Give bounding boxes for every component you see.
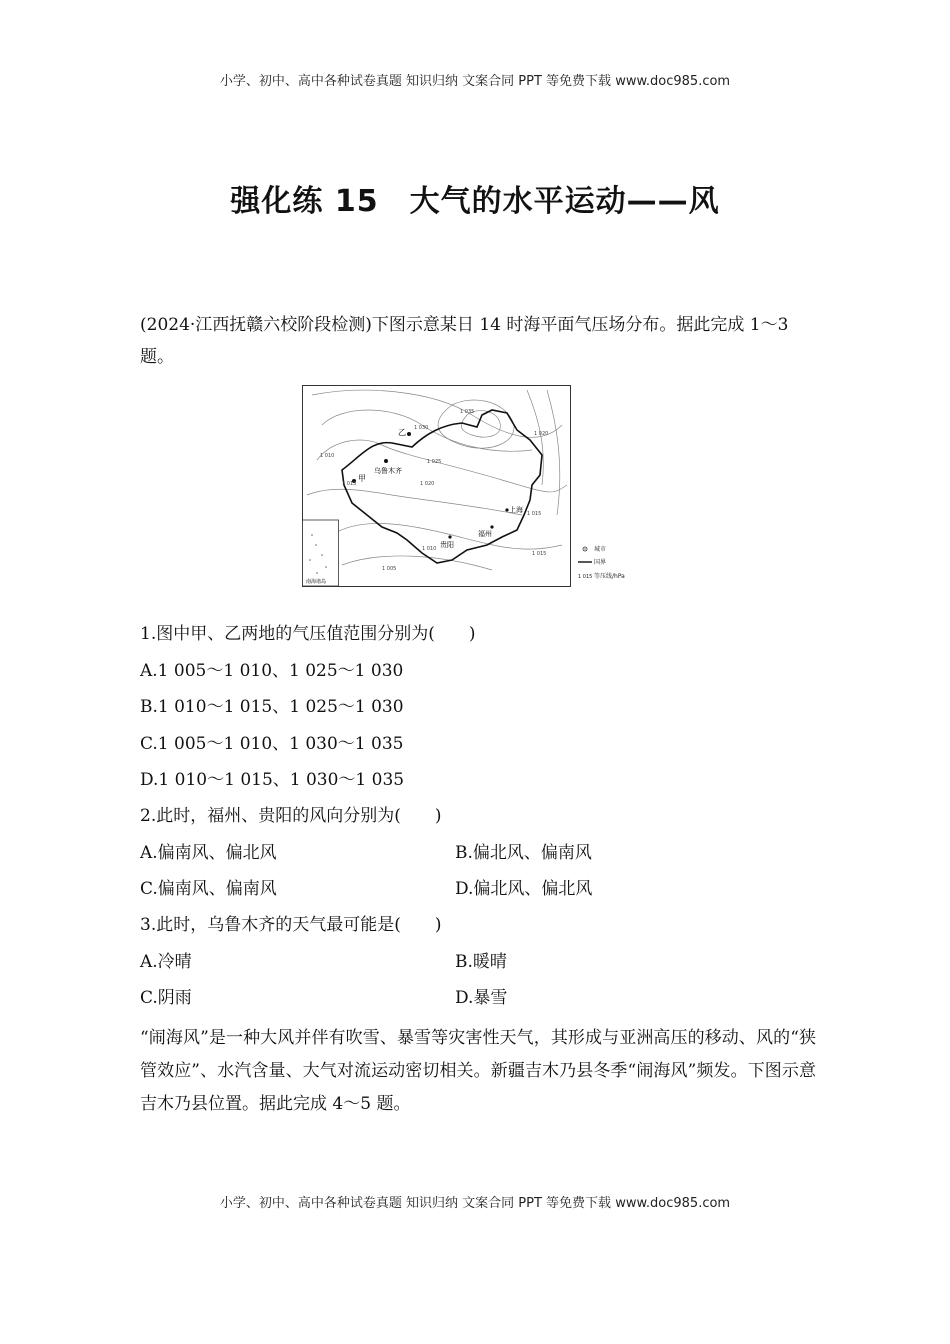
- legend-border: 国界: [594, 559, 607, 566]
- point-marker-yi: [407, 432, 411, 436]
- inset-label: 南海诸岛: [306, 579, 327, 585]
- legend-city: 城市: [594, 546, 607, 553]
- question-3-option-c: C.阴雨: [140, 988, 192, 1008]
- question-3-option-a: A.冷晴: [140, 952, 192, 972]
- isobar-label: 1 010: [320, 453, 335, 459]
- page-header: 小学、初中、高中各种试卷真题 知识归纳 文案合同 PPT 等免费下载 www.doc985.com: [219, 74, 731, 89]
- isobar-label: 1 015: [532, 551, 547, 557]
- pressure-map: [302, 385, 634, 587]
- isobar-label: 1 035: [460, 409, 475, 415]
- city-label-wulumuqi: 乌鲁木齐: [374, 467, 402, 475]
- city-marker-guiyang: [448, 535, 451, 538]
- isobar-label: 1 020: [534, 431, 549, 437]
- question-3-option-d: D.暴雪: [455, 988, 508, 1008]
- legend-isobar-sample: 1 015: [578, 574, 593, 580]
- question-2-option-c: C.偏南风、偏南风: [140, 879, 277, 899]
- point-label-yi: 乙: [398, 428, 406, 437]
- isobar-label: 1 010: [422, 546, 437, 552]
- legend-isobar: 等压线/hPa: [594, 573, 625, 580]
- question-2-option-a: A.偏南风、偏北风: [140, 843, 277, 863]
- question-3-stem: 3.此时，乌鲁木齐的天气最可能是( ): [140, 915, 442, 935]
- question-1-option-c: C.1 005～1 010、1 030～1 035: [140, 734, 404, 754]
- isobar-label: 1 020: [420, 481, 435, 487]
- question-3-option-b: B.暖晴: [455, 952, 507, 972]
- isobar-label: 1 015: [527, 511, 542, 517]
- city-label-guiyang: 贵阳: [440, 541, 454, 549]
- city-label-shanghai: 上海: [509, 506, 523, 514]
- intro-text: (2024·江西抚赣六校阶段检测)下图示意某日 14 时海平面气压场分布。据此完成 1～3 题。: [140, 315, 789, 367]
- question-2-stem: 2.此时，福州、贵阳的风向分别为( ): [140, 806, 442, 826]
- isobar-label: 1 030: [414, 425, 429, 431]
- point-label-jia: 甲: [358, 474, 366, 483]
- question-1-option-a: A.1 005～1 010、1 025～1 030: [140, 661, 404, 681]
- city-marker-wulumuqi: [384, 459, 388, 463]
- page-title: 强化练 15 大气的水平运动——风: [230, 184, 720, 219]
- isobar-label: 1 015: [342, 481, 357, 487]
- question-1-stem: 1.图中甲、乙两地的气压值范围分别为( ): [140, 624, 476, 644]
- question-2-option-d: D.偏北风、偏北风: [455, 879, 593, 899]
- map-legend: [578, 545, 625, 580]
- isobar-label: 1 025: [427, 459, 442, 465]
- city-marker-fuzhou: [490, 525, 493, 528]
- question-1-option-d: D.1 010～1 015、1 030～1 035: [140, 770, 405, 790]
- question-2-option-b: B.偏北风、偏南风: [455, 843, 592, 863]
- inset-frame: [303, 520, 339, 586]
- isobar-label: 1 005: [382, 566, 397, 572]
- page-footer: 小学、初中、高中各种试卷真题 知识归纳 文案合同 PPT 等免费下载 www.doc985.com: [219, 1196, 731, 1211]
- city-label-fuzhou: 福州: [478, 530, 492, 538]
- passage-paragraph: “闹海风”是一种大风并伴有吹雪、暴雪等灾害性天气，其形成与亚洲高压的移动、风的“狭管效应”、水汽含量、大气对流运动密切相关。新疆吉木乃县冬季“闹海风”频发。下图示意吉木乃县位置。据此完成 4～5 题。: [140, 1028, 816, 1114]
- question-1-option-b: B.1 010～1 015、1 025～1 030: [140, 697, 404, 717]
